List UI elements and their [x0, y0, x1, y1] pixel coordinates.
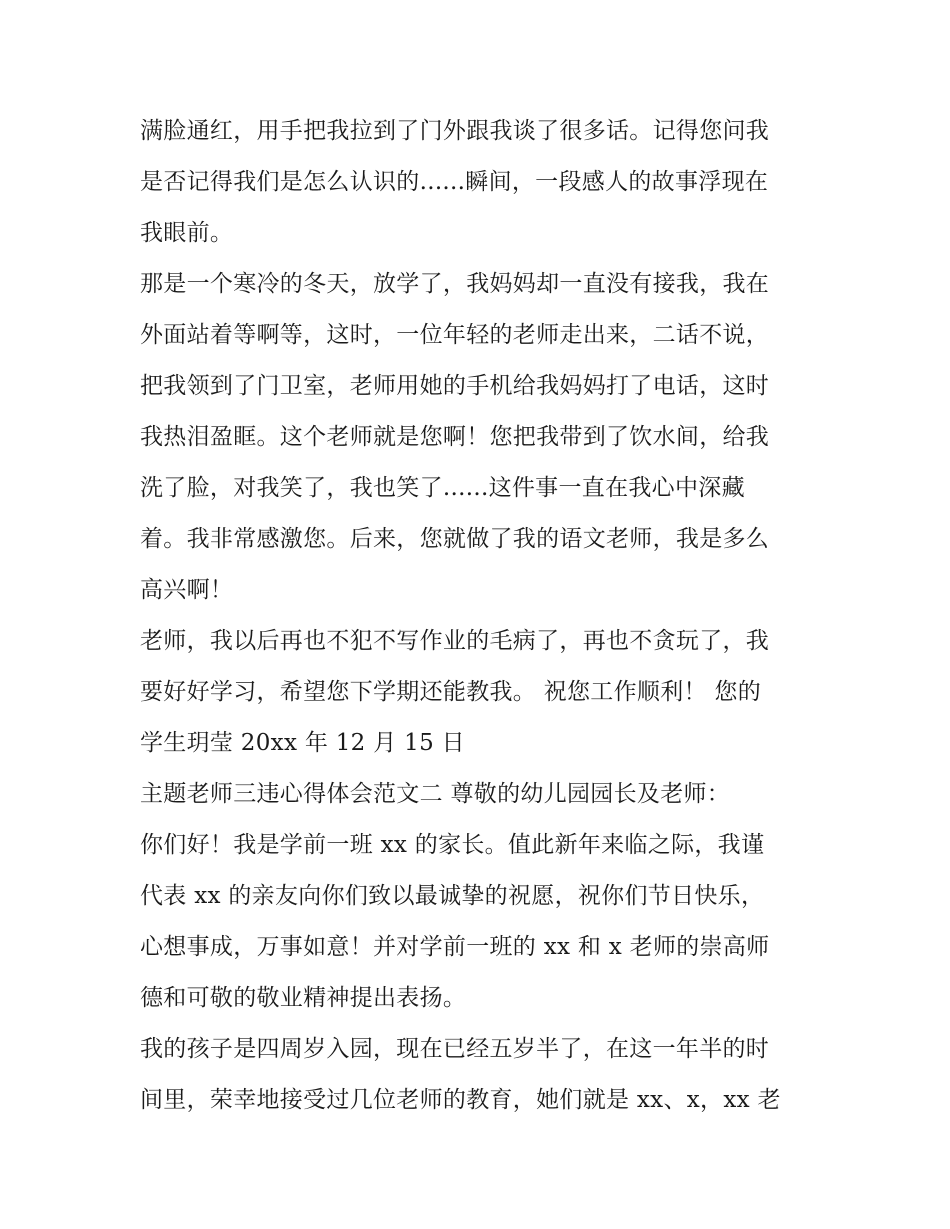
- text-line: 我眼前。: [140, 220, 234, 246]
- text-line: 是否记得我们是怎么认识的......瞬间，一段感人的故事浮现在: [140, 169, 769, 195]
- text-line: 高兴啊！: [140, 577, 234, 603]
- text-line: 我热泪盈眶。这个老师就是您啊！您把我带到了饮水间，给我: [140, 424, 770, 450]
- text-line: 洗了脸，对我笑了，我也笑了......这件事一直在我心中深藏: [140, 475, 745, 501]
- text-line: 外面站着等啊等，这时，一位年轻的老师走出来，二话不说，: [140, 322, 770, 348]
- text-line: 那是一个寒冷的冬天，放学了，我妈妈却一直没有接我，我在: [140, 271, 770, 297]
- section-heading-line: 主题老师三违心得体会范文二 尊敬的幼儿园园长及老师：: [140, 781, 731, 807]
- text-line: 代表 xx 的亲友向你们致以最诚挚的祝愿，祝你们节日快乐，: [140, 883, 765, 909]
- signature-line: 学生玥莹 20xx 年 12 月 15 日: [140, 730, 465, 756]
- text-line: 老师，我以后再也不犯不写作业的毛病了，再也不贪玩了，我: [140, 628, 770, 654]
- text-line: 我的孩子是四周岁入园，现在已经五岁半了，在这一年半的时: [140, 1036, 770, 1062]
- text-line: 满脸通红，用手把我拉到了门外跟我谈了很多话。记得您问我: [140, 118, 770, 144]
- text-line: 心想事成，万事如意！并对学前一班的 xx 和 x 老师的崇高师: [140, 934, 770, 960]
- text-line: 要好好学习，希望您下学期还能教我。 祝您工作顺利！ 您的: [140, 679, 762, 705]
- text-line: 把我领到了门卫室，老师用她的手机给我妈妈打了电话，这时: [140, 373, 770, 399]
- text-line: 着。我非常感激您。后来，您就做了我的语文老师，我是多么: [140, 526, 770, 552]
- document-body: [140, 106, 820, 1126]
- text-line: 间里，荣幸地接受过几位老师的教育，她们就是 xx、x，xx 老: [140, 1087, 781, 1113]
- text-line: 德和可敬的敬业精神提出表扬。: [140, 985, 467, 1011]
- text-line: 你们好！我是学前一班 xx 的家长。值此新年来临之际，我谨: [140, 832, 765, 858]
